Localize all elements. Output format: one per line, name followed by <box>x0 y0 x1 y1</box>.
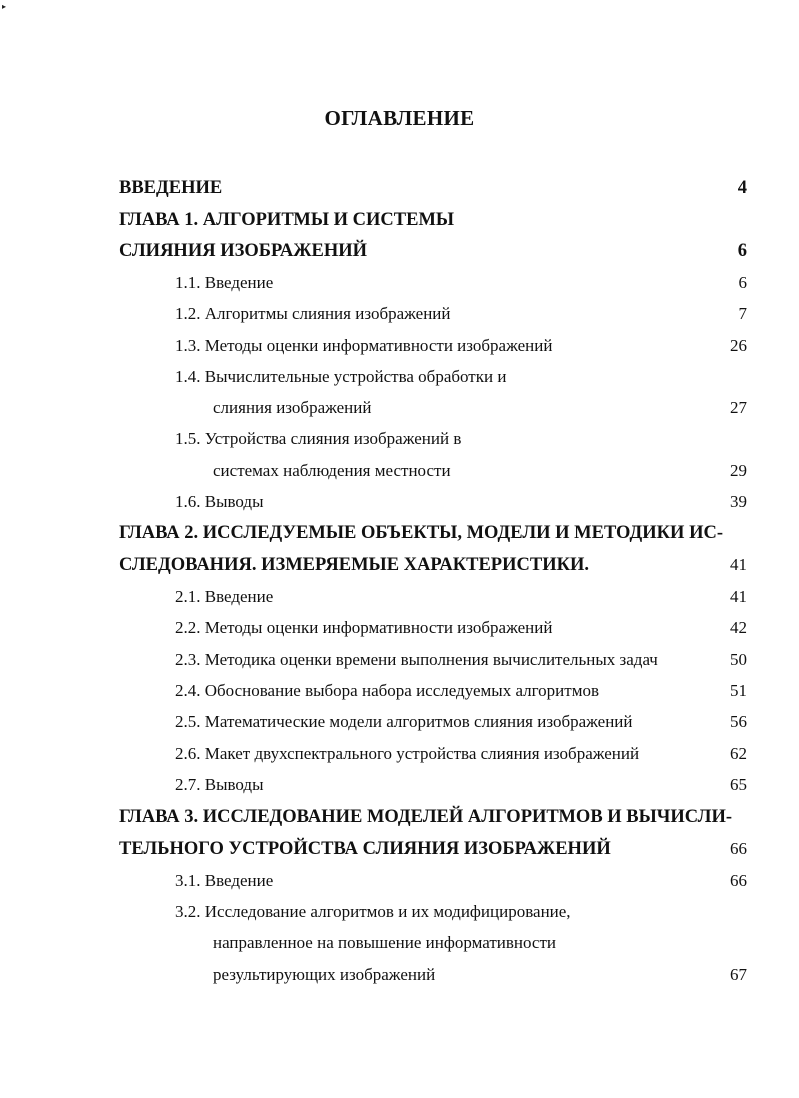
toc-entry-introduction <box>0 173 799 203</box>
toc-entry-chapter-3-cont <box>0 834 799 864</box>
toc-entry-chapter-2 <box>0 518 799 548</box>
toc-entry-1-6 <box>0 487 799 517</box>
toc-entry-text: системах наблюдения местности <box>213 461 451 480</box>
toc-entry-text: ВВЕДЕНИЕ <box>119 178 223 198</box>
toc-entry-text: 2.3. Методика оценки времени выполнения вычислительных задач <box>175 650 658 669</box>
toc-entry-page: 42 <box>730 618 747 637</box>
toc-entry-text: ГЛАВА 3. ИССЛЕДОВАНИЕ МОДЕЛЕЙ АЛГОРИТМОВ И ВЫЧИСЛИ- <box>119 807 733 827</box>
toc-entry-1-5 <box>0 424 799 454</box>
toc-entry-page: 6 <box>737 241 747 261</box>
toc-entry-1-4-cont <box>0 393 799 423</box>
toc-entry-text: направленное на повышение информативности <box>213 933 557 952</box>
toc-entry-3-2-cont <box>0 928 799 958</box>
toc-entry-page: 26 <box>730 336 747 355</box>
toc-entry-2-6 <box>0 739 799 769</box>
toc-entry-text: ТЕЛЬНОГО УСТРОЙСТВА СЛИЯНИЯ ИЗОБРАЖЕНИЙ <box>119 839 611 859</box>
toc-entry-text: 2.7. Выводы <box>175 775 264 794</box>
toc-entry-2-1 <box>0 582 799 612</box>
toc-entry-text: 2.4. Обоснование выбора набора исследуемых алгоритмов <box>175 681 599 700</box>
toc-entry-page: 65 <box>730 775 747 794</box>
toc-entry-text: 1.6. Выводы <box>175 492 264 511</box>
toc-entry-1-4 <box>0 362 799 392</box>
toc-entry-text: 2.5. Математические модели алгоритмов слияния изображений <box>175 712 633 731</box>
toc-entry-text: 2.1. Введение <box>175 587 274 606</box>
toc-entry-page: 39 <box>730 492 747 511</box>
toc-entry-text: 1.4. Вычислительные устройства обработки и <box>175 367 507 386</box>
toc-entry-1-5-cont <box>0 456 799 486</box>
toc-entry-page: 7 <box>738 304 747 323</box>
toc-entry-page: 56 <box>730 712 747 731</box>
toc-entry-text: слияния изображений <box>213 398 372 417</box>
toc-entry-text: 2.2. Методы оценки информативности изображений <box>175 618 553 637</box>
toc-entry-1-2 <box>0 299 799 329</box>
toc-entry-page: 66 <box>730 839 747 858</box>
toc-entry-2-4 <box>0 676 799 706</box>
toc-entry-page: 6 <box>738 273 747 292</box>
toc-entry-text: 1.2. Алгоритмы слияния изображений <box>175 304 451 323</box>
toc-entry-page: 29 <box>730 461 747 480</box>
toc-entry-3-1 <box>0 866 799 896</box>
toc-entry-page: 27 <box>730 398 747 417</box>
toc-entry-text: 1.1. Введение <box>175 273 274 292</box>
page-title: ОГЛАВЛЕНИЕ <box>324 106 475 130</box>
toc-entry-page: 41 <box>730 587 747 606</box>
toc-entry-3-2 <box>0 897 799 927</box>
toc-entry-page: 41 <box>730 555 747 574</box>
toc-entry-text: 1.3. Методы оценки информативности изображений <box>175 336 553 355</box>
toc-entry-chapter-3 <box>0 802 799 832</box>
toc-entry-2-7 <box>0 770 799 800</box>
toc-entry-chapter-1 <box>0 205 799 235</box>
scan-artifact-mark: ▸ <box>2 2 7 11</box>
toc-entry-1-1 <box>0 268 799 298</box>
toc-entry-text: 3.2. Исследование алгоритмов и их модифицирование, <box>175 902 571 921</box>
toc-entry-page: 67 <box>730 965 747 984</box>
toc-entry-page: 66 <box>730 871 747 890</box>
toc-entry-page: 62 <box>730 744 747 763</box>
toc-entry-text: СЛЕДОВАНИЯ. ИЗМЕРЯЕМЫЕ ХАРАКТЕРИСТИКИ. <box>119 555 590 575</box>
toc-entry-1-3 <box>0 331 799 361</box>
toc-entry-text: 2.6. Макет двухспектрального устройства слияния изображений <box>175 744 640 763</box>
toc-entry-2-5 <box>0 707 799 737</box>
toc-entry-text: 1.5. Устройства слияния изображений в <box>175 429 462 448</box>
toc-entry-text: 3.1. Введение <box>175 871 274 890</box>
toc-entry-chapter-2-cont <box>0 550 799 580</box>
toc-entry-text: ГЛАВА 1. АЛГОРИТМЫ И СИСТЕМЫ <box>119 210 455 230</box>
toc-entry-2-2 <box>0 613 799 643</box>
toc-entry-text: СЛИЯНИЯ ИЗОБРАЖЕНИЙ <box>119 241 368 261</box>
toc-entry-page: 50 <box>730 650 747 669</box>
toc-entry-2-3 <box>0 645 799 675</box>
toc-entry-text: результирующих изображений <box>213 965 436 984</box>
toc-entry-chapter-1-cont <box>0 236 799 266</box>
toc-entry-page: 4 <box>737 178 747 198</box>
toc-entry-text: ГЛАВА 2. ИССЛЕДУЕМЫЕ ОБЪЕКТЫ, МОДЕЛИ И МЕТОДИКИ ИС- <box>119 523 723 543</box>
toc-entry-page: 51 <box>730 681 747 700</box>
toc-entry-3-2-cont-2 <box>0 960 799 990</box>
